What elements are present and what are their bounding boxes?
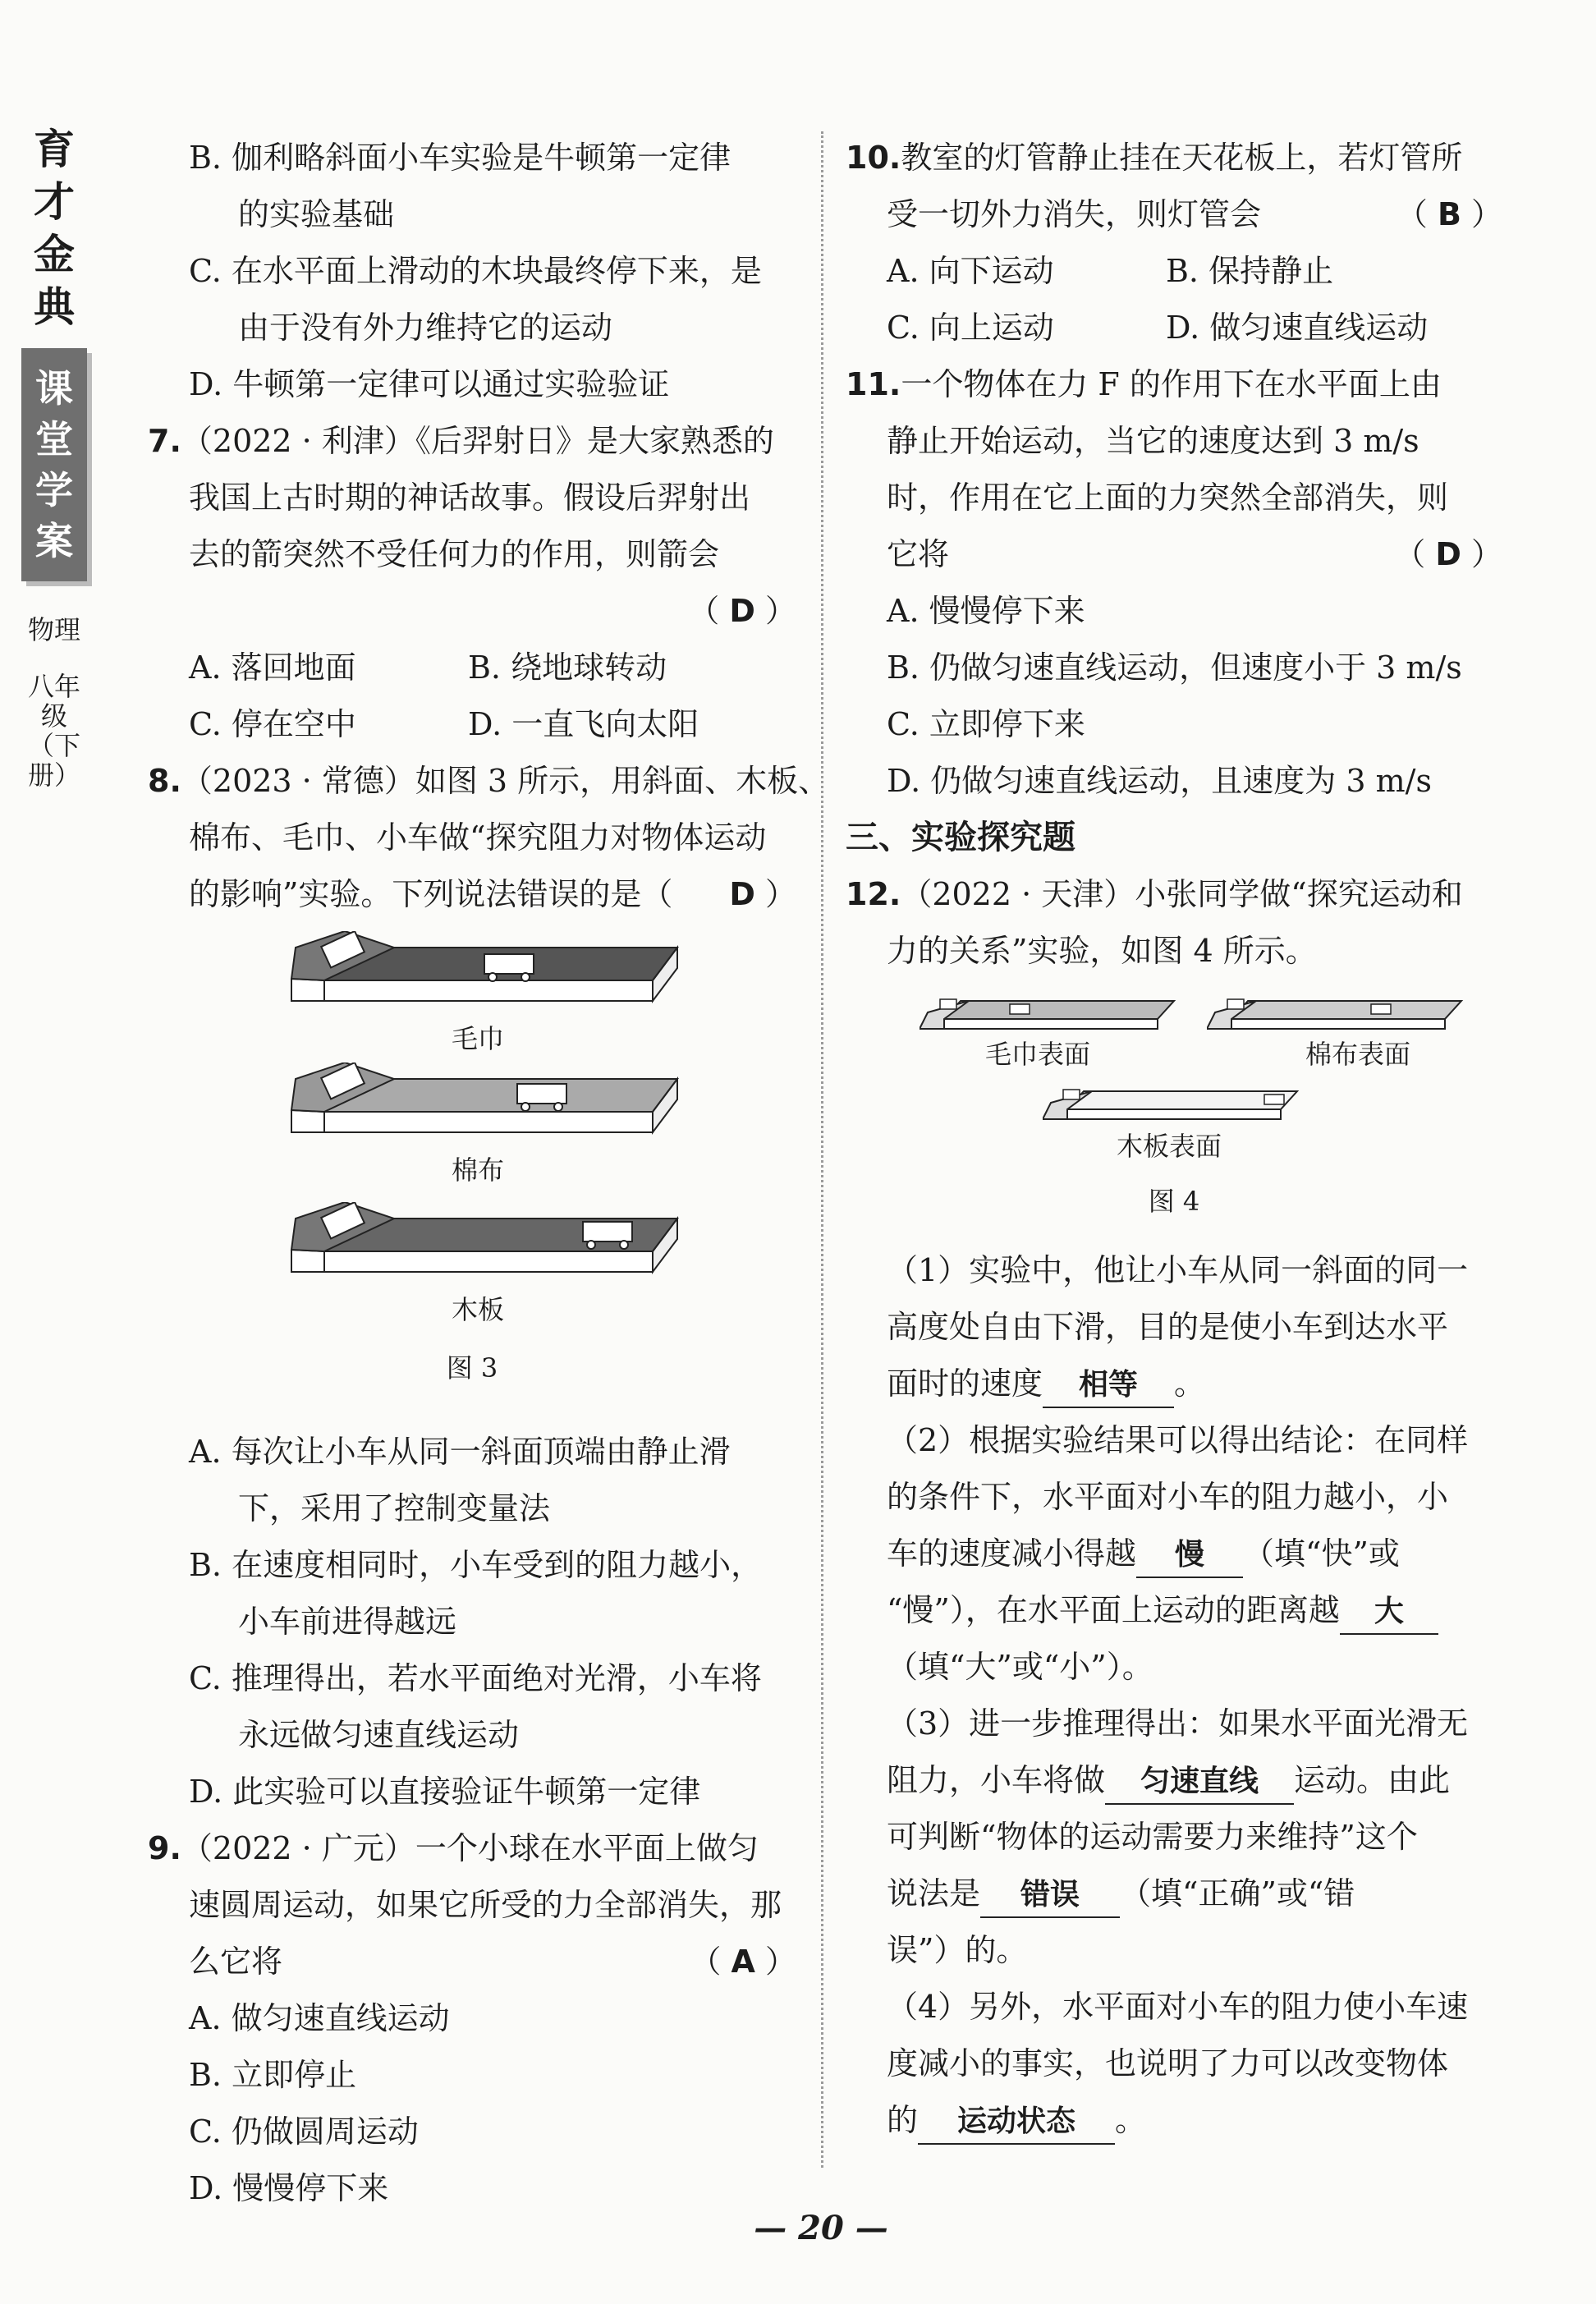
q8-option-c-cont: 永远做匀速直线运动: [238, 1717, 520, 1753]
q8-stem: 8.（2023 · 常德）如图 3 所示，用斜面、木板、: [148, 763, 830, 799]
q12-part3-answer-2: 错误: [980, 1874, 1120, 1918]
q12-part1-line: 高度处自由下滑，目的是使小车到达水平: [887, 1309, 1449, 1345]
q8-option-a-cont: 下，采用了控制变量法: [238, 1490, 551, 1526]
q9-number: 9.: [148, 1830, 181, 1866]
q9-option-b: B. 立即停止: [189, 2057, 357, 2093]
q12-part3-answer-1: 匀速直线: [1105, 1760, 1294, 1805]
q7-stem-line: 去的箭突然不受任何力的作用，则箭会: [189, 536, 720, 572]
subject-label: 物理: [27, 614, 80, 645]
figure-4-label-cotton: 棉布表面: [1305, 1039, 1411, 1070]
figure-4-caption: 图 4: [1148, 1186, 1200, 1217]
q9-answer: （ A ）: [690, 1944, 796, 1980]
q6-option-c: C. 在水平面上滑动的木块最终停下来，是: [189, 253, 762, 289]
q8-option-d: D. 此实验可以直接验证牛顿第一定律: [189, 1774, 701, 1810]
q11-option-c: C. 立即停下来: [887, 706, 1085, 742]
q10-stem-line: 受一切外力消失，则灯管会 （ B ）: [846, 186, 1502, 243]
q12-part2-line: 车的速度减小得越 慢 （填“快”或: [846, 1526, 1502, 1582]
q10-stem: 10.教室的灯管静止挂在天花板上，若灯管所: [846, 140, 1463, 176]
figure-3-label-board: 木板: [452, 1294, 505, 1325]
q8-number: 8.: [148, 763, 181, 799]
q10-options-cd: [846, 300, 1502, 356]
q8-option-c: C. 推理得出，若水平面绝对光滑，小车将: [189, 1660, 762, 1696]
q9-option-c: C. 仍做圆周运动: [189, 2114, 419, 2150]
q7-stem-line: 我国上古时期的神话故事。假设后羿射出: [189, 480, 751, 516]
section-tag: 课堂学案: [21, 348, 87, 581]
q12-part3: （3）进一步推理得出：如果水平面光滑无: [887, 1705, 1469, 1742]
q7-stem: 7.（2022 · 利津）《后羿射日》是大家熟悉的: [148, 423, 774, 459]
q12-part1: （1）实验中，他让小车从同一斜面的同一: [887, 1252, 1469, 1288]
figure-4-towel: [920, 988, 1190, 1037]
left-column: [148, 130, 830, 2217]
q10-answer: （ B ）: [1396, 196, 1502, 232]
q11-answer: （ D ）: [1394, 536, 1502, 572]
brand-title: 育才金典: [34, 126, 75, 331]
q10-option-c: C. 向上运动: [887, 310, 1054, 346]
q8-option-b-cont: 小车前进得越远: [238, 1604, 457, 1640]
q8-stem-line: 棉布、毛巾、小车做“探究阻力对物体运动: [189, 819, 767, 856]
page-number: — 20 —: [754, 2209, 888, 2247]
section-heading: 三、实验探究题: [846, 819, 1075, 856]
q10-option-a: A. 向下运动: [887, 253, 1054, 289]
q11-stem-line: 它将 （ D ）: [846, 526, 1502, 583]
q6-option-d: D. 牛顿第一定律可以通过实验验证: [189, 366, 670, 402]
q9-option-a: A. 做匀速直线运动: [189, 2000, 450, 2036]
q10-option-d: D. 做匀速直线运动: [1166, 310, 1429, 346]
q7-number: 7.: [148, 423, 181, 459]
q12-part4-line: 度减小的事实，也说明了力可以改变物体: [887, 2045, 1449, 2081]
q7-options-ab: [148, 640, 796, 696]
q10-option-b: B. 保持静止: [1166, 253, 1334, 289]
figure-4-board: [1043, 1078, 1314, 1127]
figure-3-label-towel: 毛巾: [452, 1023, 505, 1054]
q12-part2-line: （填“大”或“小”）。: [887, 1649, 1153, 1685]
q10-options-ab: [846, 243, 1502, 300]
q11-stem: 11.一个物体在力 F 的作用下在水平面上由: [846, 366, 1442, 402]
figure-4-label-towel: 毛巾表面: [985, 1039, 1091, 1070]
q11-stem-line: 时，作用在它上面的力突然全部消失，则: [887, 480, 1449, 516]
grade-label: 八年级（下册）: [27, 671, 80, 791]
q9-stem-line: 速圆周运动，如果它所受的力全部消失，那: [189, 1887, 782, 1923]
q12-part3-line: 阻力，小车将做 匀速直线 运动。由此: [846, 1752, 1502, 1809]
q6-option-b: B. 伽利略斜面小车实验是牛顿第一定律: [189, 140, 732, 176]
q12-part1-line: 面时的速度 相等 。: [846, 1356, 1502, 1412]
q9-stem: 9.（2022 · 广元）一个小球在水平面上做匀: [148, 1830, 759, 1866]
q9-stem-line: 么它将 （ A ）: [148, 1934, 796, 1990]
q6-option-b-cont: 的实验基础: [238, 196, 395, 232]
q12-part3-line: 可判断“物体的运动需要力来维持”这个: [887, 1819, 1418, 1855]
q8-stem-line: 的影响”实验。下列说法错误的是（ D ）: [148, 866, 796, 923]
figure-3: [148, 931, 796, 1416]
figure-4-cotton: [1207, 988, 1478, 1037]
q12-number: 12.: [846, 876, 901, 912]
q12-part1-answer: 相等: [1043, 1364, 1174, 1408]
q12-part4-answer: 运动状态: [918, 2100, 1115, 2145]
q11-stem-line: 静止开始运动，当它的速度达到 3 m/s: [887, 423, 1419, 459]
right-column: [846, 130, 1502, 2149]
q8-answer: D ）: [729, 876, 796, 912]
q7-option-d: D. 一直飞向太阳: [468, 706, 699, 742]
figure-4: [846, 988, 1502, 1234]
q7-option-b: B. 绕地球转动: [468, 649, 667, 686]
figure-3-label-cotton: 棉布: [452, 1154, 505, 1186]
q8-option-a: A. 每次让小车从同一斜面顶端由静止滑: [189, 1434, 731, 1470]
q12-part2-line: 的条件下，水平面对小车的阻力越小，小: [887, 1479, 1449, 1515]
q11-option-b: B. 仍做匀速直线运动，但速度小于 3 m/s: [887, 649, 1462, 686]
figure-3-caption: 图 3: [446, 1352, 498, 1384]
q12-part2-answer-2: 大: [1340, 1590, 1438, 1635]
sidebar: [21, 123, 87, 790]
q12-part2: （2）根据实验结果可以得出结论：在同样: [887, 1422, 1469, 1458]
q7-answer: （ D ）: [688, 593, 796, 629]
q12-part4: （4）另外，水平面对小车的阻力使小车速: [887, 1989, 1469, 2025]
q6-option-c-cont: 由于没有外力维持它的运动: [238, 310, 613, 346]
q9-option-d: D. 慢慢停下来: [189, 2170, 389, 2206]
q10-number: 10.: [846, 140, 901, 176]
q7-option-a: A. 落回地面: [189, 649, 356, 686]
figure-4-label-board: 木板表面: [1117, 1131, 1222, 1162]
column-divider: [821, 131, 823, 2168]
q12-stem: 12.（2022 · 天津）小张同学做“探究运动和: [846, 876, 1463, 912]
q12-part3-line: 说法是 错误 （填“正确”或“错: [846, 1866, 1502, 1922]
q11-number: 11.: [846, 366, 901, 402]
q7-option-c: C. 停在空中: [189, 706, 356, 742]
q12-part2-answer-1: 慢: [1136, 1534, 1243, 1578]
q11-option-d: D. 仍做匀速直线运动，且速度为 3 m/s: [887, 763, 1432, 799]
q12-part2-line: “慢”），在水平面上运动的距离越 大: [846, 1582, 1502, 1639]
q12-part3-line: 误”）的。: [887, 1932, 1028, 1968]
q11-option-a: A. 慢慢停下来: [887, 593, 1085, 629]
q7-answer-line: [148, 583, 796, 640]
q12-stem-line: 力的关系”实验，如图 4 所示。: [887, 933, 1317, 969]
q8-option-b: B. 在速度相同时，小车受到的阻力越小，: [189, 1547, 763, 1583]
q12-part4-line: 的 运动状态 。: [846, 2092, 1502, 2149]
q7-options-cd: [148, 696, 796, 753]
